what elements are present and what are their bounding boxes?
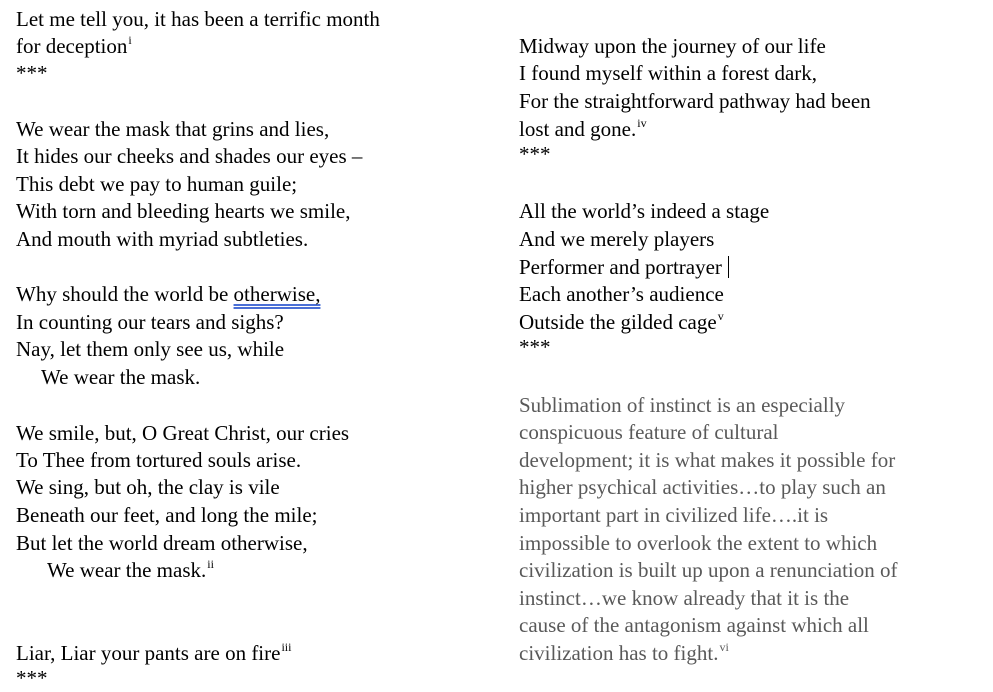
poem-line: We wear the mask that grins and lies,: [16, 117, 330, 141]
stage-text: Performer and portrayer: [519, 255, 722, 279]
quote-line: important part in civilized life….it is: [519, 503, 829, 527]
poem-refrain: [16, 557, 214, 584]
quote-line: Sublimation of instinct is an especially: [519, 393, 846, 417]
intro-text: for deception: [16, 34, 128, 58]
footnote-ref[interactable]: ii: [207, 557, 214, 571]
footnote-ref[interactable]: v: [717, 309, 724, 323]
poem-line: Beneath our feet, and long the mile;: [16, 503, 318, 527]
poem-line: But let the world dream otherwise,: [16, 531, 308, 555]
quote-line: cause of the antagonism against which all: [519, 613, 869, 637]
poem-refrain: We wear the mask.: [41, 365, 201, 389]
poem-line: To Thee from tortured souls arise.: [16, 448, 302, 472]
dante-line: I found myself within a forest dark,: [519, 61, 818, 85]
footnote-ref[interactable]: iii: [281, 640, 292, 654]
separator: ***: [519, 142, 551, 166]
poem-line: It hides our cheeks and shades our eyes –: [16, 144, 363, 168]
poem-line: And mouth with myriad subtleties.: [16, 227, 309, 251]
dante-line: For the straightforward pathway had been: [519, 89, 871, 113]
poem-line: We sing, but oh, the clay is vile: [16, 475, 280, 499]
poem-line: This debt we pay to human guile;: [16, 172, 298, 196]
separator: ***: [16, 666, 48, 690]
poem-line: Nay, let them only see us, while: [16, 337, 285, 361]
footnote-ref[interactable]: vi: [719, 640, 729, 654]
stage-line: [519, 254, 729, 281]
liar-text: Liar, Liar your pants are on fire: [16, 641, 281, 665]
intro-line: Let me tell you, it has been a terrific month: [16, 7, 380, 31]
poem-text: We wear the mask.: [47, 558, 207, 582]
separator: ***: [519, 335, 551, 359]
intro-line: [16, 33, 132, 60]
separator: ***: [16, 61, 48, 85]
quote-line: impossible to overlook the extent to which: [519, 531, 878, 555]
quote-line: development; it is what makes it possible for: [519, 448, 896, 472]
stage-line: [519, 309, 724, 336]
quote-line: [519, 640, 729, 667]
footnote-ref[interactable]: iv: [637, 116, 647, 130]
poem-line: [16, 281, 320, 308]
dante-line: Midway upon the journey of our life: [519, 34, 826, 58]
quote-text: civilization has to fight.: [519, 641, 719, 665]
quote-line: higher psychical activities…to play such an: [519, 475, 886, 499]
dante-text: lost and gone.: [519, 117, 637, 141]
dante-line: [519, 116, 647, 143]
stage-line: All the world’s indeed a stage: [519, 199, 770, 223]
quote-line: civilization is built up upon a renunciation of: [519, 558, 898, 582]
footnote-ref[interactable]: i: [128, 33, 132, 47]
text-cursor: [728, 256, 729, 278]
poem-line: In counting our tears and sighs?: [16, 310, 284, 334]
stage-line: And we merely players: [519, 227, 715, 251]
stage-text: Outside the gilded cage: [519, 310, 717, 334]
liar-line: [16, 640, 291, 667]
quote-line: conspicuous feature of cultural: [519, 420, 779, 444]
poem-text: Why should the world be: [16, 282, 234, 306]
poem-line: With torn and bleeding hearts we smile,: [16, 199, 351, 223]
quote-line: instinct…we know already that it is the: [519, 586, 850, 610]
stage-line: Each another’s audience: [519, 282, 724, 306]
poem-line: We smile, but, O Great Christ, our cries: [16, 421, 350, 445]
spellcheck-flagged-word[interactable]: otherwise,: [233, 282, 321, 306]
